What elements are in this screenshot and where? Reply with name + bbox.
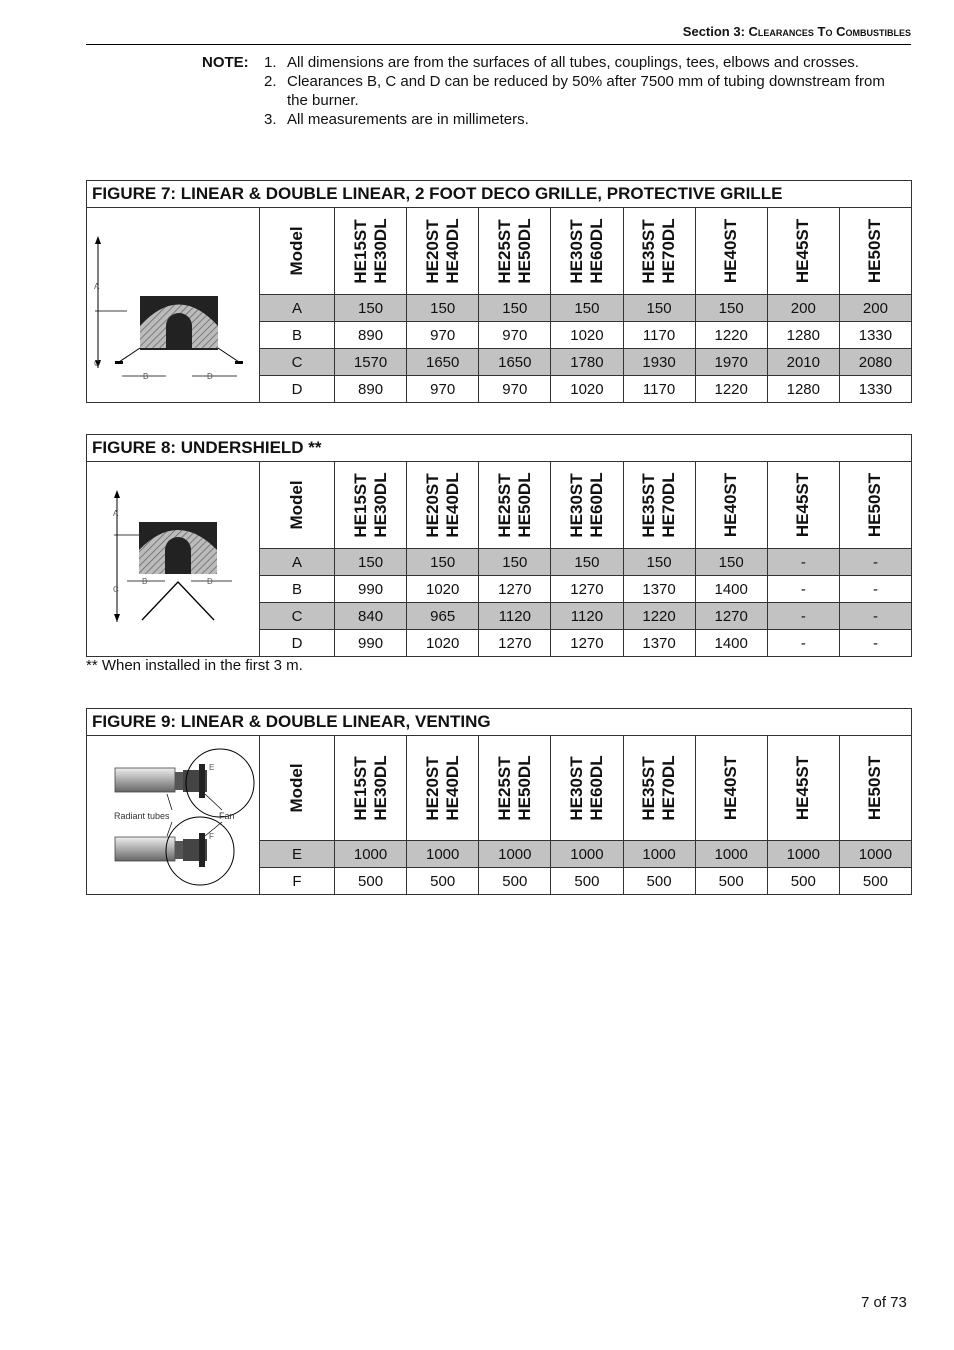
table-cell: 1270 xyxy=(479,576,551,603)
model-column-header: HE50ST xyxy=(839,736,911,841)
table-cell: 1020 xyxy=(407,630,479,657)
table-cell: 500 xyxy=(479,868,551,895)
table-cell: 500 xyxy=(623,868,695,895)
model-column-header: HE45ST xyxy=(767,208,839,295)
label-a: A xyxy=(113,509,119,518)
table-cell: - xyxy=(767,549,839,576)
model-column-header: HE25ST HE50DL xyxy=(479,462,551,549)
table-cell: - xyxy=(767,603,839,630)
table-cell: 1280 xyxy=(767,322,839,349)
figure-8-title: FIGURE 8: UNDERSHIELD ** xyxy=(87,435,912,462)
model-column-header: HE40ST xyxy=(695,462,767,549)
table-cell: 1780 xyxy=(551,349,623,376)
table-cell: 1170 xyxy=(623,376,695,403)
model-column-header: HE30ST HE60DL xyxy=(551,736,623,841)
section-title: Clearances To Combustibles xyxy=(748,24,911,39)
model-column-header: HE25ST HE50DL xyxy=(479,736,551,841)
note-text: All dimensions are from the surfaces of all tubes, couplings, tees, elbows and crosses. xyxy=(287,54,859,71)
figure-8-footnote: ** When installed in the first 3 m. xyxy=(86,657,303,674)
table-cell: 1120 xyxy=(479,603,551,630)
note-number: 3. xyxy=(264,111,277,128)
figure-7-diagram xyxy=(87,208,260,403)
table-cell: 1370 xyxy=(623,630,695,657)
table-cell: 150 xyxy=(407,549,479,576)
row-label: F xyxy=(260,868,335,895)
note-number: 2. xyxy=(264,73,277,90)
model-column-header: HE15ST HE30DL xyxy=(335,208,407,295)
table-cell: 1930 xyxy=(623,349,695,376)
table-cell: 150 xyxy=(695,549,767,576)
label-c: C xyxy=(113,585,119,594)
table-cell: 150 xyxy=(407,295,479,322)
table-cell: 840 xyxy=(335,603,407,630)
table-cell: 1120 xyxy=(551,603,623,630)
table-cell: 1020 xyxy=(551,376,623,403)
page-number: 7 of 73 xyxy=(861,1294,907,1311)
row-label: E xyxy=(260,841,335,868)
table-cell: 1400 xyxy=(695,630,767,657)
note-item xyxy=(264,110,904,129)
table-cell: 1000 xyxy=(407,841,479,868)
label-c: C xyxy=(94,359,100,368)
venting-diagram-icon xyxy=(87,736,260,896)
table-cell: 1270 xyxy=(695,603,767,630)
table-cell: 1270 xyxy=(551,630,623,657)
model-column-header: HE45ST xyxy=(767,462,839,549)
label-radiant-tubes: Radiant tubes xyxy=(114,811,170,821)
label-e: E xyxy=(209,763,215,772)
table-cell: 1330 xyxy=(839,376,911,403)
table-cell: 1000 xyxy=(767,841,839,868)
table-cell: 1280 xyxy=(767,376,839,403)
table-cell: 1570 xyxy=(335,349,407,376)
table-cell: 500 xyxy=(407,868,479,895)
table-cell: 1000 xyxy=(335,841,407,868)
label-b: B xyxy=(143,372,149,381)
model-column-header: HE40ST xyxy=(695,736,767,841)
table-cell: 150 xyxy=(551,549,623,576)
table-cell: 150 xyxy=(479,549,551,576)
table-cell: 500 xyxy=(551,868,623,895)
table-cell: - xyxy=(767,576,839,603)
table-cell: 200 xyxy=(767,295,839,322)
figure-7-title: FIGURE 7: LINEAR & DOUBLE LINEAR, 2 FOOT DECO GRILLE, PROTECTIVE GRILLE xyxy=(87,181,912,208)
table-cell: 200 xyxy=(839,295,911,322)
table-cell: - xyxy=(839,603,911,630)
model-column-header: HE35ST HE70DL xyxy=(623,462,695,549)
table-cell: 990 xyxy=(335,576,407,603)
table-cell: 1400 xyxy=(695,576,767,603)
model-column-header: HE50ST xyxy=(839,208,911,295)
table-cell: 970 xyxy=(479,376,551,403)
note-text: All measurements are in millimeters. xyxy=(287,111,529,128)
label-d: D xyxy=(207,577,213,586)
table-cell: 1000 xyxy=(551,841,623,868)
table-cell: 965 xyxy=(407,603,479,630)
table-cell: 1650 xyxy=(407,349,479,376)
figure-8-diagram xyxy=(87,462,260,657)
label-fan: Fan xyxy=(219,811,235,821)
label-d: D xyxy=(207,372,213,381)
table-cell: 1650 xyxy=(479,349,551,376)
table-cell: 1370 xyxy=(623,576,695,603)
model-column-header: HE15ST HE30DL xyxy=(335,462,407,549)
figure-9-table xyxy=(86,708,912,895)
table-cell: 970 xyxy=(407,376,479,403)
label-b: B xyxy=(142,577,148,586)
model-header: Model xyxy=(260,208,335,295)
label-f: F xyxy=(209,832,214,841)
model-header: Model xyxy=(260,736,335,841)
row-label: C xyxy=(260,603,335,630)
model-column-header: HE50ST xyxy=(839,462,911,549)
table-cell: 2080 xyxy=(839,349,911,376)
table-cell: 1270 xyxy=(551,576,623,603)
note-number: 1. xyxy=(264,54,277,71)
figure-7-table xyxy=(86,180,912,403)
table-cell: 890 xyxy=(335,376,407,403)
table-cell: 990 xyxy=(335,630,407,657)
note-text: Clearances B, C and D can be reduced by 50% after 7500 mm of tubing downstream from the burner. xyxy=(287,73,885,109)
table-cell: 1220 xyxy=(695,322,767,349)
model-column-header: HE20ST HE40DL xyxy=(407,462,479,549)
grille-diagram-icon xyxy=(87,208,260,403)
undershield-diagram-icon xyxy=(87,462,260,657)
model-column-header: HE30ST HE60DL xyxy=(551,462,623,549)
table-cell: 890 xyxy=(335,322,407,349)
figure-8-table xyxy=(86,434,912,657)
notes-list xyxy=(264,53,904,129)
model-column-header: HE35ST HE70DL xyxy=(623,208,695,295)
table-cell: 1000 xyxy=(623,841,695,868)
table-cell: 150 xyxy=(695,295,767,322)
table-cell: 150 xyxy=(479,295,551,322)
table-cell: 500 xyxy=(839,868,911,895)
row-label: D xyxy=(260,630,335,657)
table-cell: - xyxy=(839,576,911,603)
model-column-header: HE35ST HE70DL xyxy=(623,736,695,841)
table-cell: 1000 xyxy=(695,841,767,868)
table-cell: 1270 xyxy=(479,630,551,657)
table-cell: 2010 xyxy=(767,349,839,376)
table-cell: 1020 xyxy=(407,576,479,603)
table-cell: - xyxy=(767,630,839,657)
table-cell: 1170 xyxy=(623,322,695,349)
table-cell: 970 xyxy=(407,322,479,349)
model-column-header: HE25ST HE50DL xyxy=(479,208,551,295)
table-cell: 500 xyxy=(767,868,839,895)
table-cell: 1970 xyxy=(695,349,767,376)
notes-label: NOTE: xyxy=(202,54,249,71)
table-cell: 150 xyxy=(335,295,407,322)
model-column-header: HE20ST HE40DL xyxy=(407,736,479,841)
table-cell: 150 xyxy=(335,549,407,576)
figure-9-diagram xyxy=(87,736,260,895)
table-cell: 150 xyxy=(623,295,695,322)
model-column-header: HE45ST xyxy=(767,736,839,841)
table-cell: 150 xyxy=(623,549,695,576)
table-cell: 1220 xyxy=(623,603,695,630)
model-column-header: HE15ST HE30DL xyxy=(335,736,407,841)
table-cell: 1330 xyxy=(839,322,911,349)
row-label: B xyxy=(260,322,335,349)
table-cell: 1000 xyxy=(479,841,551,868)
row-label: A xyxy=(260,549,335,576)
table-cell: - xyxy=(839,549,911,576)
table-cell: 150 xyxy=(551,295,623,322)
section-header xyxy=(86,24,911,39)
row-label: A xyxy=(260,295,335,322)
model-column-header: HE30ST HE60DL xyxy=(551,208,623,295)
figure-9-title: FIGURE 9: LINEAR & DOUBLE LINEAR, VENTING xyxy=(87,709,912,736)
table-cell: 500 xyxy=(695,868,767,895)
table-cell: 1000 xyxy=(839,841,911,868)
model-column-header: HE20ST HE40DL xyxy=(407,208,479,295)
model-header: Model xyxy=(260,462,335,549)
section-prefix: Section 3: xyxy=(682,24,745,39)
table-cell: 500 xyxy=(335,868,407,895)
row-label: B xyxy=(260,576,335,603)
table-cell: 1220 xyxy=(695,376,767,403)
table-cell: 970 xyxy=(479,322,551,349)
note-item xyxy=(264,53,904,72)
table-cell: 1020 xyxy=(551,322,623,349)
table-cell: - xyxy=(839,630,911,657)
row-label: D xyxy=(260,376,335,403)
note-item xyxy=(264,72,904,110)
header-rule xyxy=(86,44,911,45)
model-column-header: HE40ST xyxy=(695,208,767,295)
row-label: C xyxy=(260,349,335,376)
label-a: A xyxy=(94,282,100,291)
